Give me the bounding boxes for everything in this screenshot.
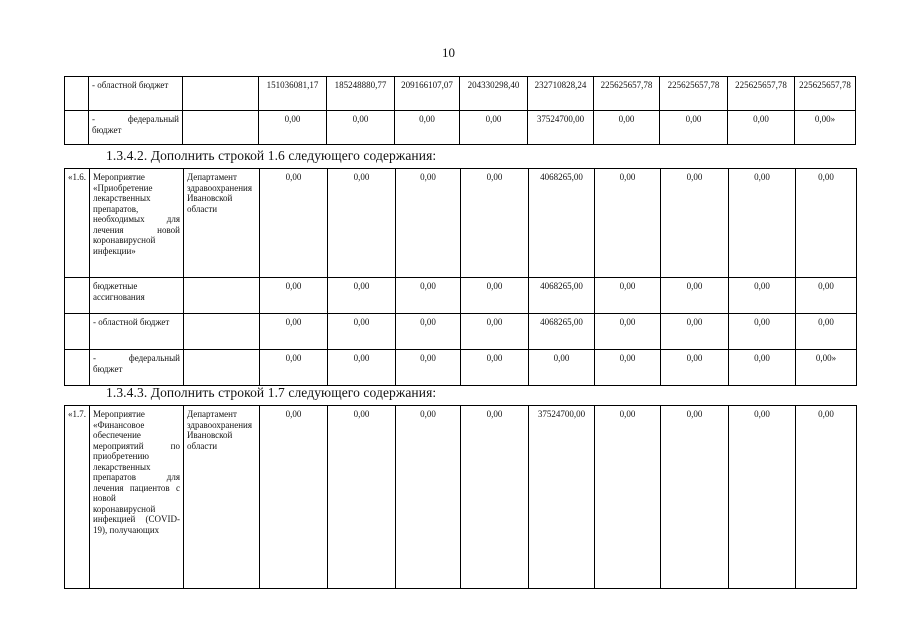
value-cell: 0,00: [328, 350, 396, 386]
value-cell: 0,00: [595, 406, 661, 589]
row-code: [65, 77, 89, 111]
row-code: «1.6.: [65, 169, 90, 278]
budget-table-row-1-6: [64, 168, 857, 386]
value-cell: 0,00: [260, 406, 328, 589]
row-executor: [184, 278, 260, 314]
value-cell: 0,00: [260, 350, 328, 386]
value-cell: 0,00: [661, 350, 729, 386]
value-cell: 0,00: [595, 169, 661, 278]
value-cell: 232710828,24: [528, 77, 594, 111]
row-name: - федеральный бюджет: [90, 350, 184, 386]
row-executor: Департамент здравоохранения Ивановской области: [184, 406, 260, 589]
value-cell: 0,00: [259, 111, 327, 145]
value-cell: 0,00: [396, 169, 461, 278]
value-cell: 185248880,77: [327, 77, 395, 111]
row-name: - областной бюджет: [90, 314, 184, 350]
page-number: 10: [442, 45, 455, 60]
value-cell: 225625657,78: [660, 77, 728, 111]
value-cell: 0,00»: [796, 350, 857, 386]
table-row: [65, 111, 856, 145]
value-cell: 0,00: [461, 314, 529, 350]
table-row: [65, 314, 857, 350]
value-cell: 0,00: [396, 350, 461, 386]
value-cell: 4068265,00: [529, 169, 595, 278]
value-cell: 37524700,00: [529, 406, 595, 589]
value-cell: 0,00: [529, 350, 595, 386]
value-cell: 4068265,00: [529, 278, 595, 314]
row-name: - федеральный бюджет: [89, 111, 183, 145]
value-cell: 0,00: [661, 278, 729, 314]
value-cell: 0,00: [260, 169, 328, 278]
value-cell: 0,00: [396, 314, 461, 350]
value-cell: 0,00: [661, 314, 729, 350]
row-name: бюджетные ассигнования: [90, 278, 184, 314]
table-row: [65, 77, 856, 111]
value-cell: 4068265,00: [529, 314, 595, 350]
row-code: [65, 314, 90, 350]
value-cell: 0,00: [260, 278, 328, 314]
row-executor: [184, 350, 260, 386]
value-cell: 0,00: [594, 111, 660, 145]
value-cell: 0,00: [729, 350, 796, 386]
value-cell: 0,00: [660, 111, 728, 145]
table-row: [65, 169, 857, 278]
value-cell: 0,00: [260, 314, 328, 350]
value-cell: 0,00: [796, 278, 857, 314]
row-name: - областной бюджет: [89, 77, 183, 111]
value-cell: 0,00: [796, 314, 857, 350]
row-executor: [183, 111, 259, 145]
value-cell: 225625657,78: [728, 77, 795, 111]
row-executor: [183, 77, 259, 111]
value-cell: 0,00: [396, 406, 461, 589]
value-cell: 0,00: [796, 406, 857, 589]
budget-table-continuation: [64, 76, 856, 145]
value-cell: 225625657,78: [795, 77, 856, 111]
section-heading-1-7: 1.3.4.3. Дополнить строкой 1.7 следующего содержания:: [106, 385, 437, 400]
value-cell: 0,00: [796, 169, 857, 278]
value-cell: 0,00: [327, 111, 395, 145]
value-cell: 0,00: [728, 111, 795, 145]
value-cell: 0,00: [595, 350, 661, 386]
value-cell: 0,00: [729, 169, 796, 278]
value-cell: 0,00: [461, 350, 529, 386]
value-cell: 204330298,40: [460, 77, 528, 111]
value-cell: 225625657,78: [594, 77, 660, 111]
value-cell: 0,00: [328, 278, 396, 314]
row-executor: Департамент здравоохранения Ивановской области: [184, 169, 260, 278]
value-cell: 209166107,07: [395, 77, 460, 111]
value-cell: 0,00: [396, 278, 461, 314]
section-heading-1-6: 1.3.4.2. Дополнить строкой 1.6 следующего содержания:: [106, 148, 437, 163]
value-cell: 0,00: [729, 406, 796, 589]
value-cell: 0,00: [661, 406, 729, 589]
value-cell: 0,00: [729, 314, 796, 350]
value-cell: 0,00: [461, 406, 529, 589]
row-code: «1.7.: [65, 406, 90, 589]
row-code: [65, 278, 90, 314]
value-cell: 0,00»: [795, 111, 856, 145]
value-cell: 0,00: [595, 314, 661, 350]
value-cell: 0,00: [395, 111, 460, 145]
value-cell: 151036081,17: [259, 77, 327, 111]
row-executor: [184, 314, 260, 350]
value-cell: 0,00: [460, 111, 528, 145]
value-cell: 0,00: [461, 169, 529, 278]
value-cell: 0,00: [729, 278, 796, 314]
row-name: Мероприятие «Приобретение лекарственных препаратов, необходимых для лечения новой коронавирусной инфекции»: [90, 169, 184, 278]
table-row: [65, 278, 857, 314]
value-cell: 0,00: [661, 169, 729, 278]
row-name: Мероприятие «Финансовое обеспечение мероприятий по приобретению лекарственных препаратов для лечения пациентов с новой коронавирусной инфекцией (COVID-19), получающих: [90, 406, 184, 589]
budget-table-row-1-7: [64, 405, 857, 589]
value-cell: 0,00: [328, 169, 396, 278]
value-cell: 0,00: [328, 314, 396, 350]
table-row: [65, 406, 857, 589]
value-cell: 0,00: [461, 278, 529, 314]
row-code: [65, 350, 90, 386]
table-row: [65, 350, 857, 386]
row-code: [65, 111, 89, 145]
value-cell: 0,00: [328, 406, 396, 589]
value-cell: 37524700,00: [528, 111, 594, 145]
value-cell: 0,00: [595, 278, 661, 314]
